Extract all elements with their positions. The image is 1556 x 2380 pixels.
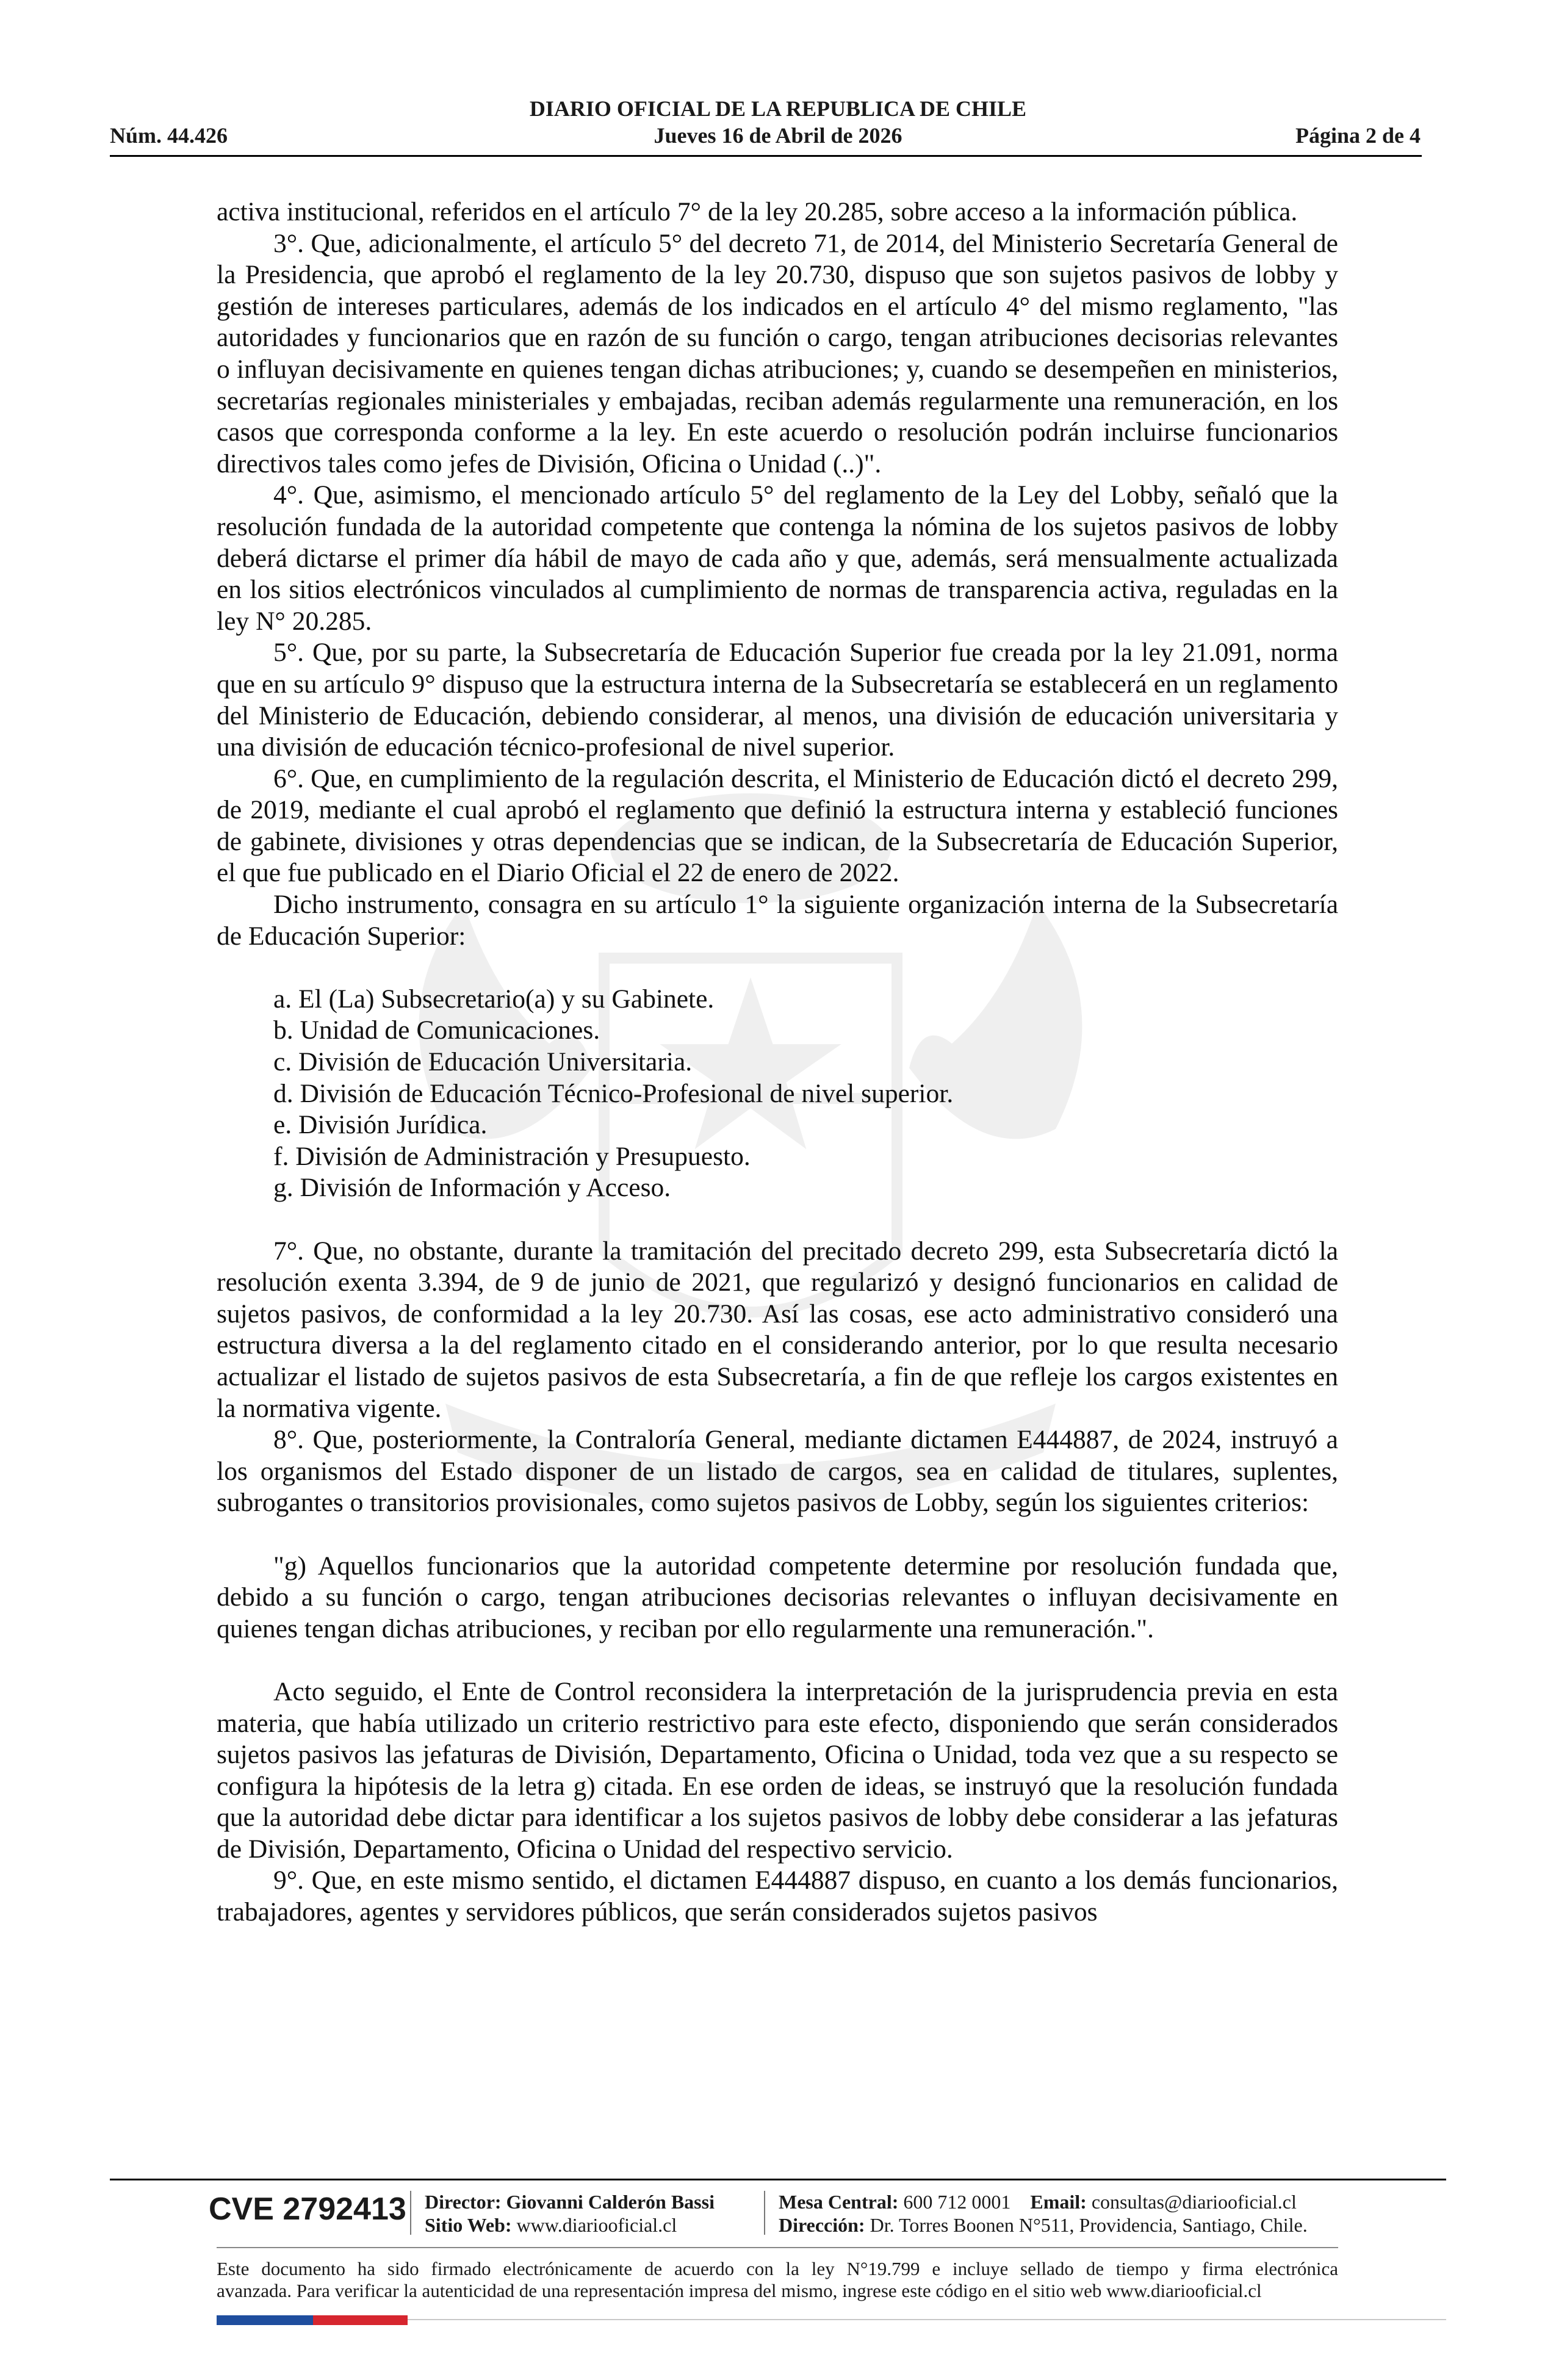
paragraph: 7°. Que, no obstante, durante la tramitación del precitado decreto 299, esta Subsecretaría dictó la resolución exenta 3.394, de 9 de junio de 2021, que regularizó y designó funcionarios en calidad de sujetos pasivos, de conformidad a la ley 20.730. Así las cosas, ese acto administrativo consideró una estructura diversa a la del reglamento citado en el considerando anterior, por lo que resulta necesario actualizar el listado de sujetos pasivos de esta Subsecretaría, a fin de que refleje los cargos existentes en la normativa vigente.	[217, 1236, 1338, 1423]
footer-divider	[410, 2191, 411, 2235]
quoted-criterion: "g) Aquellos funcionarios que la autoridad competente determine por resolución fundada que, debido a su función o cargo, tengan atribuciones decisorias relevantes o influyan decisivamente en quienes tengan dichas atribuciones, y reciban por ello regularmente una remuneración.".	[217, 1551, 1338, 1643]
list-item: f. División de Administración y Presupuesto.	[273, 1141, 751, 1171]
footer-rule	[110, 2179, 1446, 2180]
gazette-title: DIARIO OFICIAL DE LA REPUBLICA DE CHILE	[529, 96, 1027, 121]
paragraph: 4°. Que, asimismo, el mencionado artículo 5° del reglamento de la Ley del Lobby, señaló que la resolución fundada de la autoridad competente que contenga la nómina de los sujetos pasivos de lobby deberá dictarse el primer día hábil de mayo de cada año y que, además, será mensualmente actualizada en los sitios electrónicos vinculados al cumplimiento de normas de transparencia activa, reguladas en la ley N° 20.285.	[217, 480, 1338, 636]
signature-note: avanzada. Para verificar la autenticidad de una representación impresa del mismo, ingrese este código en el sitio web www.diariooficial.cl	[217, 2280, 1262, 2301]
header-rule	[110, 155, 1422, 157]
paragraph: 3°. Que, adicionalmente, el artículo 5° del decreto 71, de 2014, del Ministerio Secretaría General de la Presidencia, que aprobó el reglamento de la ley 20.730, dispuso que son sujetos pasivos de lobby y gestión de intereses particulares, además de los indicados en el artículo 4° del mismo reglamento, "las autoridades y funcionarios que en razón de su función o cargo, tengan atribuciones decisorias relevantes o influyan decisivamente en quienes tengan dichas atribuciones; y, cuando se desempeñen en ministerios, secretarías regionales ministeriales y embajadas, reciban además regularmente una remuneración, en los casos que corresponda conforme a la ley. En este acuerdo o resolución podrán incluirse funcionarios directivos tales como jefes de División, Oficina o Unidad (..)".	[217, 228, 1338, 478]
issue-date: Jueves 16 de Abril de 2026	[654, 123, 902, 148]
list-item: b. Unidad de Comunicaciones.	[273, 1015, 600, 1045]
paragraph: activa institucional, referidos en el artículo 7° de la ley 20.285, sobre acceso a la información pública.	[217, 197, 1298, 226]
website-info: Sitio Web: www.diariooficial.cl	[425, 2214, 677, 2236]
signature-note: Este documento ha sido firmado electrónicamente de acuerdo con la ley N°19.799 e incluye sellado de tiempo y firma electrónica	[217, 2258, 1338, 2279]
organization-list	[217, 984, 1338, 1204]
page-indicator: Página 2 de 4	[1295, 123, 1421, 148]
paragraph: 8°. Que, posteriormente, la Contraloría General, mediante dictamen E444887, de 2024, instruyó a los organismos del Estado disponer de un listado de cargos, sea en calidad de titulares, suplentes, subrogantes o transitorios provisionales, como sujetos pasivos de Lobby, según los siguientes criterios:	[217, 1425, 1338, 1518]
paragraph: Dicho instrumento, consagra en su artículo 1° la siguiente organización interna de la Subsecretaría de Educación Superior:	[217, 890, 1338, 951]
contact-info: Mesa Central: 600 712 0001 Email: consultas@diariooficial.cl	[779, 2191, 1297, 2213]
phone-number: 600 712 0001	[903, 2191, 1011, 2213]
address-value: Dr. Torres Boonen N°511, Providencia, Santiago, Chile.	[870, 2214, 1308, 2236]
issue-number: Núm. 44.426	[110, 123, 228, 148]
list-item: c. División de Educación Universitaria.	[273, 1047, 693, 1077]
list-item: a. El (La) Subsecretario(a) y su Gabinete.	[273, 984, 715, 1014]
list-item: e. División Jurídica.	[273, 1110, 488, 1140]
paragraph: 5°. Que, por su parte, la Subsecretaría de Educación Superior fue creada por la ley 21.091, norma que en su artículo 9° dispuso que la estructura interna de la Subsecretaría se establecerá en un reglamento del Ministerio de Educación, debiendo considerar, al menos, una división de educación universitaria y una división de educación técnico-profesional de nivel superior.	[217, 638, 1338, 762]
website-link[interactable]: www.diariooficial.cl	[516, 2214, 677, 2236]
footer-divider	[764, 2191, 765, 2235]
flag-stripe-blue	[217, 2315, 313, 2325]
director-name: Giovanni Calderón Bassi	[506, 2191, 715, 2213]
director-info: Director: Giovanni Calderón Bassi	[425, 2191, 715, 2213]
cve-code: CVE 2792413	[209, 2191, 406, 2227]
flag-stripe-red	[313, 2315, 408, 2325]
email-link[interactable]: consultas@diariooficial.cl	[1091, 2191, 1297, 2213]
document-body	[217, 197, 1338, 1928]
list-item: g. División de Información y Acceso.	[273, 1173, 671, 1203]
paragraph: 9°. Que, en este mismo sentido, el dictamen E444887 dispuso, en cuanto a los demás funcionarios, trabajadores, agentes y servidores públicos, que serán considerados sujetos pasivos	[217, 1866, 1338, 1927]
footer-bottom-line	[408, 2319, 1446, 2320]
paragraph: Acto seguido, el Ente de Control reconsidera la interpretación de la jurisprudencia previa en esta materia, que había utilizado un criterio restrictivo para este efecto, disponiendo que serán considerados sujetos pasivos las jefaturas de División, Departamento, Oficina o Unidad, toda vez que a su respecto se configura la hipótesis de la letra g) citada. En ese orden de ideas, se instruyó que la resolución fundada que la autoridad debe dictar para identificar a los sujetos pasivos de lobby debe considerar a las jefaturas de División, Departamento, Oficina o Unidad del respectivo servicio.	[217, 1676, 1338, 1864]
address-info: Dirección: Dr. Torres Boonen N°511, Providencia, Santiago, Chile.	[779, 2214, 1308, 2236]
list-item: d. División de Educación Técnico-Profesional de nivel superior.	[273, 1078, 954, 1108]
footer-rule	[217, 2247, 1338, 2248]
paragraph: 6°. Que, en cumplimiento de la regulación descrita, el Ministerio de Educación dictó el decreto 299, de 2019, mediante el cual aprobó el reglamento que definió la estructura interna y estableció funciones de gabinete, divisiones y otras dependencias que se indican, de la Subsecretaría de Educación Superior, el que fue publicado en el Diario Oficial el 22 de enero de 2022.	[217, 763, 1338, 888]
